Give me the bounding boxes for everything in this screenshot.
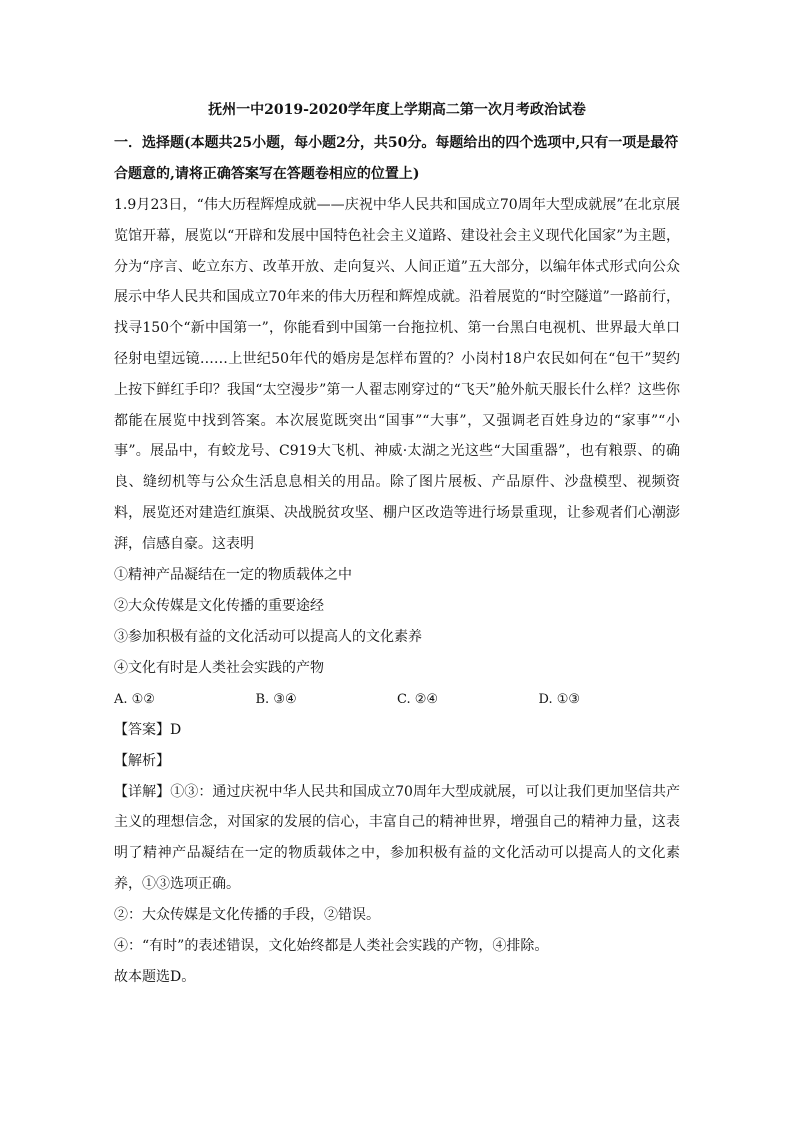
conclusion: 故本题选D。 — [114, 968, 196, 985]
option-d: D. ①③ — [538, 691, 581, 707]
page-title: 抚州一中2019-2020学年度上学期高二第一次月考政治试卷 — [208, 102, 586, 118]
section-heading: 一．选择题(本题共25小题，每小题2分，共50分。每题给出的四个选项中,只有一项是最符合题意的,请将正确答案写在答题卷相应的位置上) — [114, 135, 679, 182]
option-a: A. ①② — [114, 691, 155, 707]
exam-page — [114, 100, 680, 993]
analysis-label: 【解析】 — [114, 752, 170, 769]
question-stem: 1.9月23日，“伟大历程辉煌成就——庆祝中华人民共和国成立70周年大型成就展”在北京展览馆开幕，展览以“开辟和发展中国特色社会主义道路、建设社会主义现代化国家”为主题，分为“序言、屹立东方、改革开放、走向复兴、人间正道”五大部分，以编年体式形式向公众展示中华人民共和国成立70年来的伟大历程和辉煌成就。沿着展览的“时空隧道”一路前行，找寻150个“新中国第一”，你能看到中国第一台拖拉机、第一台黑白电视机、世界最大单口径射电望远镜……上世纪50年代的婚房是怎样布置的？小岗村18户农民如何在“包干”契约上按下鲜红手印？我国“太空漫步”第一人翟志刚穿过的“飞天”舱外航天服长什么样？这些你都能在展览中找到答案。本次展览既突出“国事”“大事”，又强调老百姓身边的“家事”“小事”。展品中，有蛟龙号、C919大飞机、神威·太湖之光这些“大国重器”，也有粮票、的确良、缝纫机等与公众生活息息相关的用品。除了图片展板、产品原件、沙盘模型、视频资料，展览还对建造红旗渠、决战脱贫攻坚、棚户区改造等进行场景重现，让参观者们心潮澎湃，信感自豪。这表明 — [114, 197, 680, 552]
explanation-note-4: ④：“有时”的表述错误，文化始终都是人类社会实践的产物，④排除。 — [114, 937, 549, 954]
option-b: B. ③④ — [255, 691, 297, 707]
option-c: C. ②④ — [397, 691, 439, 707]
statement-item-4: ④文化有时是人类社会实践的产物 — [114, 659, 324, 676]
statement-item-2: ②大众传媒是文化传播的重要途经 — [114, 597, 324, 614]
detail-explanation: 【详解】①③：通过庆祝中华人民共和国成立70周年大型成就展，可以让我们更加坚信共产主义的理想信念，对国家的发展的信心，丰富自己的精神世界，增强自己的精神力量，这表明了精神产品凝结在一定的物质载体之中，参加积极有益的文化活动可以提高人的文化素养，①③选项正确。 — [114, 783, 680, 892]
explanation-note-2: ②：大众传媒是文化传播的手段，②错误。 — [114, 906, 380, 923]
answer-label: 【答案】D — [114, 721, 182, 738]
statement-item-3: ③参加积极有益的文化活动可以提高人的文化素养 — [114, 628, 422, 645]
statement-item-1: ①精神产品凝结在一定的物质载体之中 — [114, 566, 352, 583]
answer-options — [114, 684, 680, 715]
